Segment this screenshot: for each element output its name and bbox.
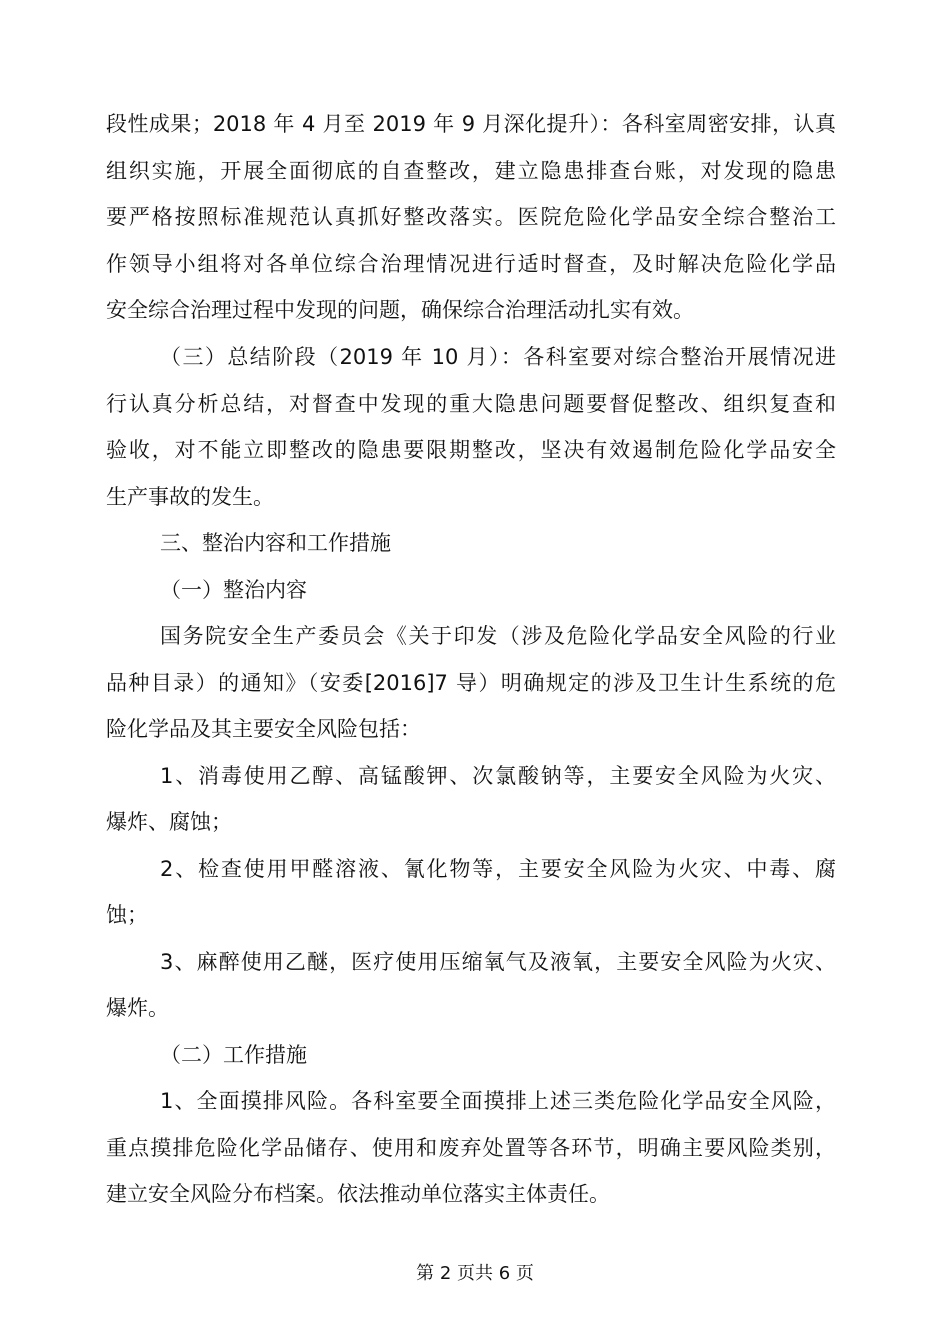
text-line: 险化学品及其主要安全风险包括： xyxy=(106,717,421,741)
text-line: 蚀； xyxy=(106,903,148,927)
subsection-heading-content: （一）整治内容 xyxy=(160,578,307,602)
text-line: 安全综合治理过程中发现的问题，确保综合治理活动扎实有效。 xyxy=(106,298,694,322)
page-number-footer: 第 2 页共 6 页 xyxy=(416,1263,534,1284)
text-line: 行认真分析总结，对督查中发现的重大隐患问题要督促整改、组织复查和 xyxy=(106,392,836,416)
text-line: 建立安全风险分布档案。依法推动单位落实主体责任。 xyxy=(106,1182,610,1206)
list-item: 1、消毒使用乙醇、高锰酸钾、次氯酸钠等，主要安全风险为火灾、 xyxy=(160,764,836,788)
text-line: 组织实施，开展全面彻底的自查整改，建立隐患排查台账，对发现的隐患 xyxy=(106,159,836,183)
text-line: 爆炸、腐蚀； xyxy=(106,810,232,834)
section-heading-summary: （三）总结阶段（2019 年 10 月）：各科室要对综合整治开展情况进 xyxy=(160,345,836,369)
text-line: 验收，对不能立即整改的隐患要限期整改，坚决有效遏制危险化学品安全 xyxy=(106,438,836,462)
text-line: 段性成果；2018 年 4 月至 2019 年 9 月深化提升）：各科室周密安排，认真 xyxy=(106,112,836,136)
subsection-heading-measures: （二）工作措施 xyxy=(160,1043,307,1067)
text-line: 重点摸排危险化学品储存、使用和废弃处置等各环节，明确主要风险类别， xyxy=(106,1136,836,1160)
text-line: 生产事故的发生。 xyxy=(106,485,274,509)
text-line: 爆炸。 xyxy=(106,996,169,1020)
list-item: 1、全面摸排风险。各科室要全面摸排上述三类危险化学品安全风险， xyxy=(160,1089,836,1113)
chapter-heading: 三、整治内容和工作措施 xyxy=(160,531,391,555)
list-item: 3、麻醉使用乙醚，医疗使用压缩氧气及液氧，主要安全风险为火灾、 xyxy=(160,950,836,974)
text-line: 要严格按照标准规范认真抓好整改落实。医院危险化学品安全综合整治工 xyxy=(106,205,836,229)
text-line: 作领导小组将对各单位综合治理情况进行适时督查，及时解决危险化学品 xyxy=(106,252,836,276)
text-line: 品种目录）的通知》（安委[2016]7 导）明确规定的涉及卫生计生系统的危 xyxy=(106,671,836,695)
list-item: 2、检查使用甲醛溶液、氰化物等，主要安全风险为火灾、中毒、腐 xyxy=(160,857,836,881)
text-line: 国务院安全生产委员会《关于印发（涉及危险化学品安全风险的行业 xyxy=(160,624,836,648)
